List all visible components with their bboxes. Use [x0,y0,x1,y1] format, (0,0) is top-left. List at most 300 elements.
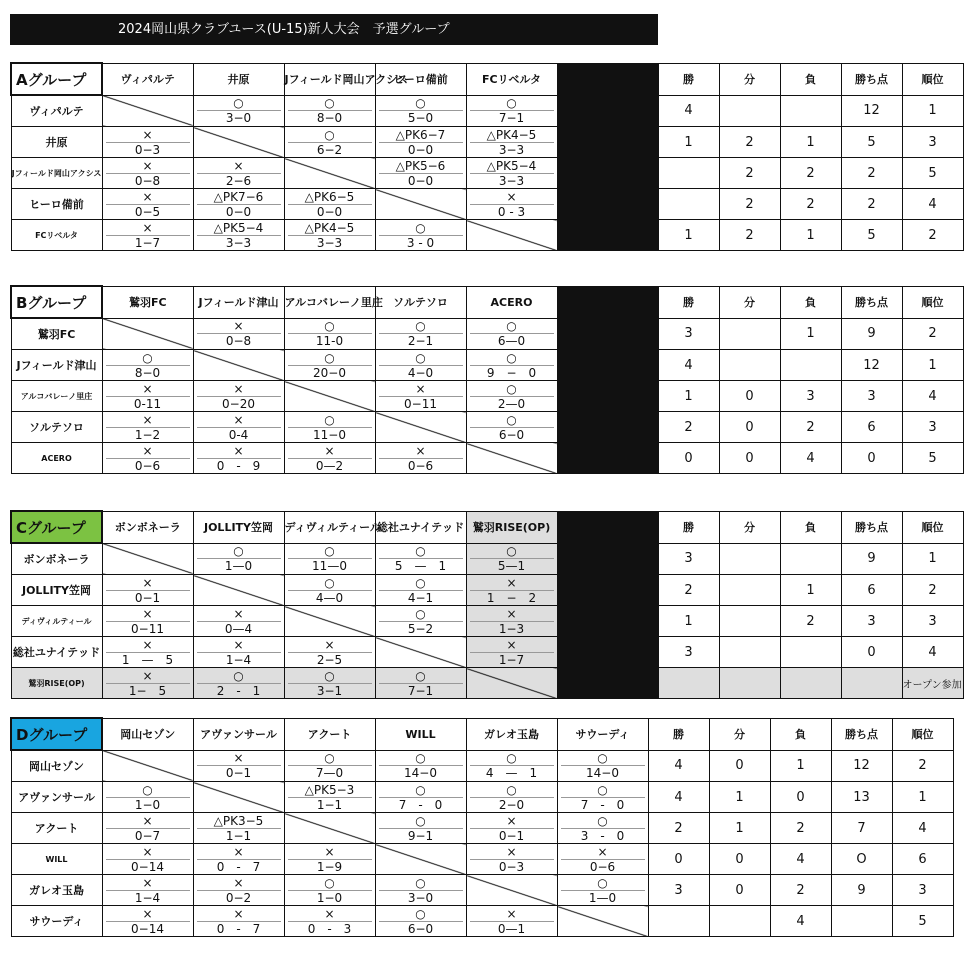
team-row-name: WILL [11,844,102,875]
stat-value: 1 [658,381,719,412]
team-row-name: 岡山セゾン [11,750,102,782]
match-score: 1—0 [224,559,253,574]
table-row [11,381,963,412]
stat-value: 2 [902,220,963,251]
stat-value: 3 [841,381,902,412]
match-score: 0−1 [225,766,252,781]
stat-value: 2 [892,750,953,782]
result-symbol: × [106,576,190,591]
result-symbol: × [106,607,190,622]
team-row-name: 井原 [11,127,102,158]
match-score: 5−2 [407,621,434,636]
match-score: 0−3 [498,859,525,874]
stat-value: 0 [719,381,780,412]
match-score: 0—4 [224,621,253,636]
match-score: 0−5 [134,204,161,219]
match-score: 2−6 [225,173,252,188]
team-column-header: サウーディ [557,718,648,750]
match-result-cell [102,381,193,412]
self-match-cell [102,318,193,350]
stat-value: 2 [780,606,841,637]
match-result-cell [193,637,284,668]
result-symbol: × [470,814,554,829]
match-result-cell [193,875,284,906]
match-result-cell [557,782,648,813]
match-result-cell [284,350,375,381]
self-match-cell [466,443,557,474]
stat-header: 順位 [902,511,963,543]
team-column-header: アヴァンサール [193,718,284,750]
result-symbol: × [197,638,281,653]
stat-header: 勝ち点 [831,718,892,750]
match-result-cell [284,668,375,699]
match-result-cell [375,220,466,251]
black-divider [557,63,658,95]
match-score: 2—0 [497,396,526,411]
stat-value: 3 [902,606,963,637]
result-symbol: × [106,190,190,205]
stat-value: 12 [841,95,902,127]
match-score: 1 − 2 [486,590,537,605]
stat-value: 2 [648,813,709,844]
match-result-cell [284,220,375,251]
stat-value: 1 [780,575,841,606]
team-column-header: 総社ユナイテッド [375,511,466,543]
black-divider [557,511,658,543]
stat-header: 勝 [648,718,709,750]
stat-value: 4 [770,906,831,937]
result-symbol: ○ [288,876,372,891]
match-result-cell [193,844,284,875]
match-result-cell [557,750,648,782]
match-result-cell [466,189,557,220]
result-symbol: × [106,221,190,236]
self-match-cell [284,813,375,844]
match-result-cell [102,637,193,668]
match-result-cell [193,189,284,220]
team-column-header: JOLLITY笠岡 [193,511,284,543]
group-header-row [11,718,953,750]
black-divider [557,318,658,350]
match-score: 2−5 [316,652,343,667]
team-row-name: Jフィールド岡山アクシス [11,158,102,189]
stat-header: 分 [719,286,780,318]
match-result-cell [466,158,557,189]
match-result-cell [102,350,193,381]
stat-value: 3 [658,637,719,668]
stat-header: 負 [780,63,841,95]
stat-value: 4 [770,844,831,875]
match-result-cell [102,606,193,637]
match-score: 0-11 [133,396,162,411]
match-result-cell [375,381,466,412]
result-symbol: ○ [379,669,463,684]
self-match-cell [284,606,375,637]
match-result-cell [102,875,193,906]
stat-value: 4 [902,637,963,668]
table-row [11,575,963,606]
match-score: 1− 5 [128,683,167,698]
result-symbol: ○ [379,876,463,891]
table-row [11,606,963,637]
stat-value [780,637,841,668]
match-score: 1−1 [316,797,343,812]
result-symbol: ○ [288,319,372,334]
table-row [11,906,953,937]
match-result-cell [466,95,557,127]
self-match-cell [375,412,466,443]
match-result-cell [375,575,466,606]
team-column-header: ボンボネーラ [102,511,193,543]
stat-header: 順位 [902,286,963,318]
match-score: 0−1 [498,828,525,843]
stat-value: 2 [719,158,780,189]
self-match-cell [284,158,375,189]
table-row [11,543,963,575]
result-symbol: × [379,382,463,397]
table-row [11,189,963,220]
result-symbol: △PK4−5 [470,128,554,143]
black-divider [557,668,658,699]
self-match-cell [193,575,284,606]
stat-value: 2 [780,189,841,220]
match-score: 6—0 [497,334,526,349]
stat-value: 4 [902,189,963,220]
match-result-cell [102,782,193,813]
stat-value: 0 [648,844,709,875]
match-result-cell [466,844,557,875]
stat-value: 2 [719,127,780,158]
result-symbol: × [197,845,281,860]
result-symbol: ○ [379,319,463,334]
match-result-cell [375,606,466,637]
black-divider [557,189,658,220]
stat-value [831,906,892,937]
table-row [11,750,953,782]
match-score: 3−3 [498,142,525,157]
stat-value [780,543,841,575]
team-column-header: ソルテソロ [375,286,466,318]
result-symbol: ○ [470,413,554,428]
group-name: Cグループ [11,511,102,543]
result-symbol: × [288,444,372,459]
match-result-cell [375,318,466,350]
match-score: 8−0 [316,111,343,126]
match-result-cell [284,95,375,127]
result-symbol: ○ [197,544,281,559]
team-column-header: アルコバレーノ里庄 [284,286,375,318]
match-result-cell [193,813,284,844]
table-row [11,95,963,127]
team-row-name: ヒーロ備前 [11,189,102,220]
result-symbol: × [197,159,281,174]
match-score: 6−0 [498,427,525,442]
match-result-cell [193,668,284,699]
stat-value [709,906,770,937]
stat-header: 勝 [658,286,719,318]
match-result-cell [466,606,557,637]
result-symbol: × [470,638,554,653]
match-result-cell [284,844,375,875]
match-score: 3 - 0 [406,235,435,250]
team-row-name: ソルテソロ [11,412,102,443]
stat-value: 1 [658,220,719,251]
team-column-header: ヴィパルテ [102,63,193,95]
self-match-cell [466,875,557,906]
team-column-header: ガレオ玉島 [466,718,557,750]
stat-value: 2 [902,318,963,350]
stat-value: 6 [892,844,953,875]
match-score: 0−2 [225,890,252,905]
self-match-cell [284,381,375,412]
match-score: 0−20 [222,396,255,411]
match-score: 6−2 [316,142,343,157]
black-divider [557,381,658,412]
match-score: 14−0 [404,766,437,781]
result-symbol: × [106,907,190,922]
black-divider [557,543,658,575]
stat-value [719,543,780,575]
team-row-name: 鷲羽RISE(OP) [11,668,102,699]
team-column-header: 鷲羽RISE(OP) [466,511,557,543]
open-participation-note: オープン参加 [902,668,963,699]
team-row-name: ガレオ玉島 [11,875,102,906]
stat-value [780,350,841,381]
team-row-name: アルコバレーノ里庄 [11,381,102,412]
result-symbol: ○ [379,751,463,766]
match-score: 0−0 [225,204,252,219]
match-result-cell [284,906,375,937]
team-column-header: WILL [375,718,466,750]
match-score: 0−11 [131,621,164,636]
team-row-name: ボンボネーラ [11,543,102,575]
match-result-cell [102,189,193,220]
stat-value: 13 [831,782,892,813]
match-result-cell [193,318,284,350]
team-row-name: ACERO [11,443,102,474]
match-score: 0 - 7 [216,921,261,936]
match-score: 11-0 [315,334,344,349]
self-match-cell [557,906,648,937]
stat-value [780,95,841,127]
match-score: 3−3 [225,235,252,250]
result-symbol: △PK5−4 [470,159,554,174]
match-score: 2 - 1 [216,683,261,698]
match-score: 1—0 [588,890,617,905]
match-result-cell [102,127,193,158]
match-score: 0−0 [407,173,434,188]
match-score: 0−8 [225,334,252,349]
group-table [10,510,964,699]
result-symbol: ○ [288,413,372,428]
result-symbol: ○ [470,751,554,766]
match-result-cell [557,875,648,906]
result-symbol: × [106,128,190,143]
group-header-row [11,286,963,318]
result-symbol: × [470,845,554,860]
self-match-cell [466,668,557,699]
match-result-cell [193,95,284,127]
match-result-cell [193,750,284,782]
match-score: 7−1 [498,111,525,126]
match-result-cell [557,844,648,875]
result-symbol: ○ [470,319,554,334]
stat-header: 勝 [658,63,719,95]
match-result-cell [102,220,193,251]
stat-value: 1 [709,813,770,844]
stat-value: 0 [841,443,902,474]
result-symbol: ○ [197,96,281,111]
result-symbol: × [470,907,554,922]
match-score: 1−0 [134,797,161,812]
result-symbol: × [106,638,190,653]
table-row [11,668,963,699]
black-divider [557,606,658,637]
stat-header: 勝 [658,511,719,543]
match-score: 6−0 [407,921,434,936]
table-row [11,412,963,443]
match-score: 0−11 [404,396,437,411]
stat-value: 2 [719,189,780,220]
stat-header: 順位 [892,718,953,750]
self-match-cell [466,220,557,251]
stat-value: 5 [902,158,963,189]
match-result-cell [466,127,557,158]
group-table [10,717,954,937]
result-symbol: ○ [379,221,463,236]
result-symbol: ○ [379,607,463,622]
stat-value: 3 [902,412,963,443]
stat-value: 1 [709,782,770,813]
match-score: 7 - 0 [580,797,625,812]
match-score: 0 - 7 [216,859,261,874]
stat-header: 負 [780,286,841,318]
stat-header: 勝ち点 [841,63,902,95]
match-result-cell [193,220,284,251]
match-score: 1−4 [134,890,161,905]
result-symbol: ○ [379,576,463,591]
stat-value: 9 [841,543,902,575]
stat-value [719,668,780,699]
match-result-cell [375,813,466,844]
stat-value: 4 [780,443,841,474]
black-divider [557,286,658,318]
match-result-cell [375,782,466,813]
match-score: 11−0 [313,427,346,442]
stat-value: 0 [841,637,902,668]
match-result-cell [375,127,466,158]
self-match-cell [193,350,284,381]
match-result-cell [466,350,557,381]
stat-value: 1 [658,127,719,158]
team-row-name: 総社ユナイテッド [11,637,102,668]
result-symbol: ○ [288,351,372,366]
match-score: 4 — 1 [485,766,538,781]
match-result-cell [284,318,375,350]
result-symbol: ○ [561,814,645,829]
stat-value [658,668,719,699]
stat-header: 分 [719,511,780,543]
match-result-cell [375,158,466,189]
result-symbol: ○ [379,907,463,922]
match-score: 0—1 [497,921,526,936]
match-result-cell [102,668,193,699]
stat-value: 7 [831,813,892,844]
match-score: 0−6 [407,458,434,473]
match-score: 0 - 3 [307,921,352,936]
black-divider [557,158,658,189]
table-row [11,813,953,844]
stat-value [719,637,780,668]
result-symbol: ○ [288,576,372,591]
stat-value: 1 [780,220,841,251]
match-result-cell [466,637,557,668]
result-symbol: ○ [470,351,554,366]
result-symbol: ○ [379,783,463,798]
team-column-header: ディヴィルティール [284,511,375,543]
match-result-cell [102,158,193,189]
match-result-cell [102,813,193,844]
self-match-cell [102,95,193,127]
stat-value: 1 [892,782,953,813]
result-symbol: × [197,751,281,766]
stat-value: 2 [841,158,902,189]
team-column-header: ACERO [466,286,557,318]
match-result-cell [284,575,375,606]
match-score: 3−3 [498,173,525,188]
team-row-name: JOLLITY笠岡 [11,575,102,606]
match-score: 14−0 [586,766,619,781]
match-result-cell [375,906,466,937]
match-result-cell [284,875,375,906]
stat-header: 分 [709,718,770,750]
result-symbol: ○ [106,351,190,366]
team-column-header: 鷲羽FC [102,286,193,318]
match-score: 7—0 [315,766,344,781]
match-result-cell [284,443,375,474]
match-score: 0—2 [315,458,344,473]
result-symbol: × [288,845,372,860]
stat-value: 2 [658,412,719,443]
table-row [11,844,953,875]
result-symbol: ○ [379,351,463,366]
result-symbol: × [470,190,554,205]
team-column-header: 井原 [193,63,284,95]
stat-value [719,318,780,350]
result-symbol: △PK5−3 [288,783,372,798]
match-result-cell [193,381,284,412]
match-score: 1−1 [225,828,252,843]
match-score: 8−0 [134,365,161,380]
match-score: 2−0 [498,797,525,812]
stat-value: 0 [770,782,831,813]
stat-value: 6 [841,575,902,606]
stat-value [719,350,780,381]
stat-value: 3 [658,543,719,575]
match-score: 5 — 1 [394,559,447,574]
match-result-cell [193,906,284,937]
stat-value: 1 [902,543,963,575]
stat-header: 勝ち点 [841,286,902,318]
stat-value [658,189,719,220]
self-match-cell [375,637,466,668]
result-symbol: ○ [561,876,645,891]
stat-value: 3 [648,875,709,906]
stat-header: 順位 [902,63,963,95]
stat-value: 4 [658,95,719,127]
result-symbol: ○ [561,751,645,766]
match-score: 20−0 [313,365,346,380]
